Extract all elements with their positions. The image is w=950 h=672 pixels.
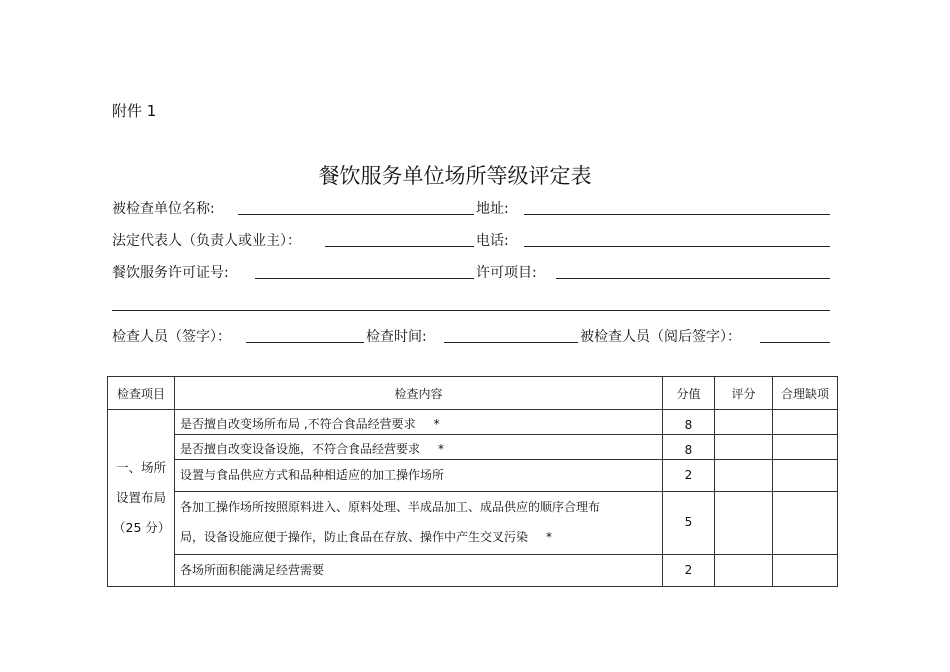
rating-input-cell[interactable] [715,492,773,555]
license-no-field[interactable] [255,278,474,279]
content-text-line1: 各加工操作场所按照原料进入、原料处理、半成品加工、成品供应的顺序合理布 [180,500,601,514]
content-cell [175,410,663,435]
content-text-line2: 局，设备设施应便于操作，防止食品在存放、操作中产生交叉污染 [180,530,529,544]
na-input-cell[interactable] [773,435,838,460]
header-score: 分值 [663,377,715,410]
key-item-star: * [546,530,553,544]
table-row [108,492,838,555]
na-input-cell[interactable] [773,492,838,555]
section-title-line1: 一、场所 [115,460,166,475]
address-field[interactable] [524,214,830,215]
table-row [108,555,838,587]
inspector-signature-field[interactable] [246,342,364,343]
address-label: 地址: [476,201,509,217]
legal-rep-field[interactable] [325,246,474,247]
na-input-cell[interactable] [773,460,838,492]
rating-input-cell[interactable] [715,435,773,460]
table-row [108,460,838,492]
inspection-time-label: 检查时间: [366,329,427,345]
evaluation-table [107,376,838,587]
table-row [108,410,838,435]
content-text: 是否擅自改变设备设施，不符合食品经营要求 [180,442,421,456]
license-items-field[interactable] [556,278,830,279]
unit-name-field[interactable] [238,214,474,215]
content-cell [175,435,663,460]
content-cell [175,460,663,492]
phone-label: 电话: [476,233,509,249]
header-na: 合理缺项 [773,377,838,410]
rating-input-cell[interactable] [715,555,773,587]
license-items-label: 许可项目: [476,265,537,281]
table-header-row [108,377,838,410]
unit-name-label: 被检查单位名称: [112,201,215,217]
rating-input-cell[interactable] [715,460,773,492]
table-row [108,435,838,460]
content-cell [175,492,663,555]
section-points: （25 分） [113,520,171,535]
key-item-star: * [433,417,440,431]
header-rating: 评分 [715,377,773,410]
key-item-star: * [438,442,445,456]
rating-input-cell[interactable] [715,410,773,435]
header-item: 检查项目 [108,377,175,410]
na-input-cell[interactable] [773,410,838,435]
content-text: 是否擅自改变场所布局 ,不符合食品经营要求 [180,417,416,431]
inspection-time-field[interactable] [444,342,578,343]
na-input-cell[interactable] [773,555,838,587]
legal-rep-label: 法定代表人（负责人或业主）： [112,233,301,249]
attachment-label: 附件 1 [112,102,157,120]
score-cell: 2 [663,555,715,587]
form-title: 餐饮服务单位场所等级评定表 [318,164,592,188]
content-text: 设置与食品供应方式和品种相适应的加工操作场所 [180,468,445,482]
inspected-label: 被检查人员（阅后签字）： [580,329,741,345]
section-title-line2: 设置布局 [115,490,166,505]
score-cell: 8 [663,435,715,460]
content-text: 各场所面积能满足经营需要 [180,563,325,577]
phone-field[interactable] [524,246,830,247]
score-cell: 2 [663,460,715,492]
inspector-label: 检查人员（签字）： [112,329,231,345]
content-cell [175,555,663,587]
score-cell: 5 [663,492,715,555]
section-cell [108,410,175,587]
license-no-label: 餐饮服务许可证号: [112,265,229,281]
header-content: 检查内容 [175,377,663,410]
inspected-signature-field[interactable] [760,342,830,343]
score-cell: 8 [663,410,715,435]
license-items-continuation-field[interactable] [112,310,830,311]
